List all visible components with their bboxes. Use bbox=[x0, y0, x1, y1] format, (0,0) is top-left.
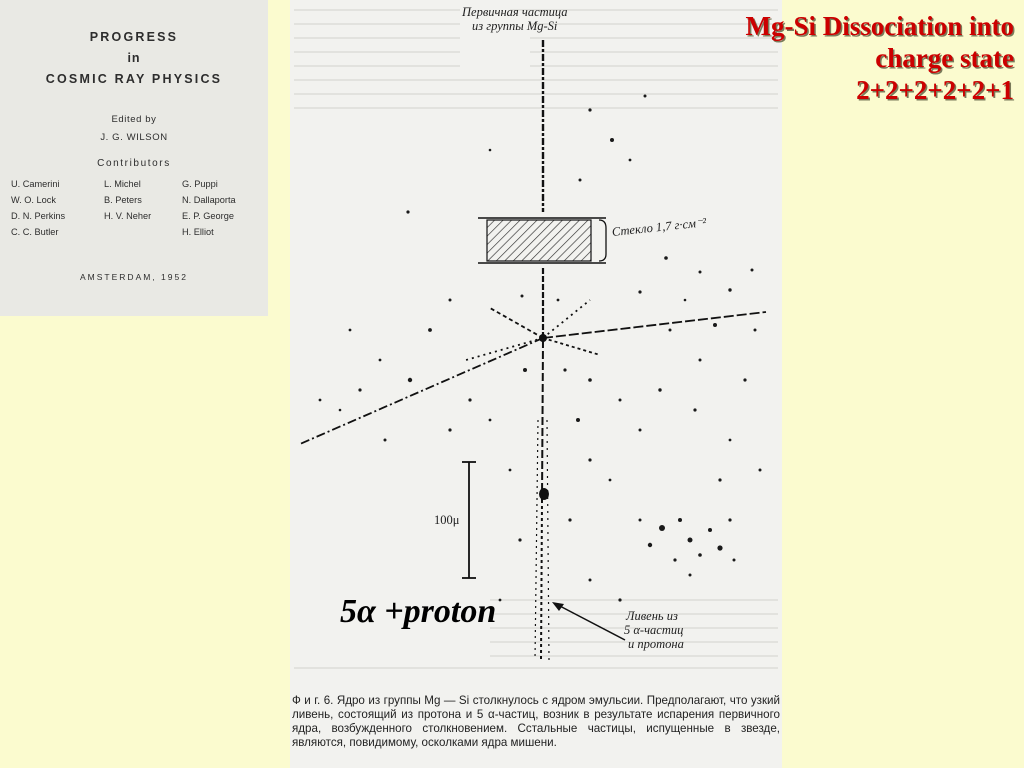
cover-publisher: AMSTERDAM, 1952 bbox=[80, 272, 188, 282]
narrow-shower bbox=[535, 340, 549, 660]
figure-caption: Ф и г. 6. Ядро из группы Mg — Si столкнулось с ядром эмульсии. Предполагают, что узкий ливень, состоящий из протона и 5 α-частиц, возник в результате испарения первичного ядра, возбужденного столкновением. Сстальные частицы, испущенные в звезде, являются, повидимому, осколками ядра мишени. bbox=[292, 694, 780, 749]
shower-label-line2: 5 α-частиц bbox=[624, 623, 684, 637]
glass-slab bbox=[487, 220, 591, 261]
contributor: E. P. George bbox=[182, 211, 234, 221]
scale-bar bbox=[462, 462, 476, 578]
contributors-column-3 bbox=[182, 176, 236, 240]
contributor: W. O. Lock bbox=[11, 195, 56, 205]
contributor: N. Dallaporta bbox=[182, 195, 236, 205]
contributor: H. V. Neher bbox=[104, 211, 152, 221]
emulsion-grains bbox=[319, 95, 762, 602]
emulsion-figure-scan bbox=[290, 0, 782, 768]
scale-bar-label: 100μ bbox=[434, 513, 460, 527]
cover-title-line1: PROGRESS bbox=[89, 30, 179, 44]
bleed-through-text bbox=[294, 10, 778, 668]
cover-editor: J. G. WILSON bbox=[100, 132, 168, 143]
contributor: C. C. Butler bbox=[11, 227, 59, 237]
glass-thickness-label: Стекло 1,7 г·см⁻² bbox=[611, 215, 707, 239]
star-tracks bbox=[300, 300, 766, 444]
shower-label-line1: Ливень из bbox=[626, 609, 678, 623]
alpha-proton-label: 5α +proton bbox=[340, 593, 497, 630]
slide-title bbox=[614, 10, 1014, 106]
slide-title-line3: 2+2+2+2+2+1 bbox=[856, 75, 1014, 105]
emulsion-tracks-drawing bbox=[290, 0, 782, 768]
contributor: D. N. Perkins bbox=[11, 211, 66, 221]
contributors-column-2 bbox=[104, 176, 151, 224]
primary-particle-label-line1: Первичная частица bbox=[462, 5, 568, 19]
cover-title-line3: COSMIC RAY PHYSICS bbox=[45, 72, 223, 86]
slide-title-line1: Mg-Si Dissociation into bbox=[745, 11, 1014, 41]
cover-title-line2: in bbox=[127, 51, 141, 65]
contributor: H. Elliot bbox=[182, 227, 214, 237]
cover-contributors-heading: Contributors bbox=[97, 158, 171, 169]
contributor: B. Peters bbox=[104, 195, 142, 205]
slide-title-line2: charge state bbox=[875, 43, 1014, 73]
book-cover-image bbox=[0, 0, 268, 316]
contributor: U. Camerini bbox=[11, 179, 60, 189]
contributor: L. Michel bbox=[104, 179, 141, 189]
shower-label-line3: и протона bbox=[628, 637, 684, 651]
primary-particle-label-line2: из группы Mg-Si bbox=[472, 19, 558, 33]
contributor: G. Puppi bbox=[182, 179, 218, 189]
cover-edited-by: Edited by bbox=[111, 114, 157, 125]
contributors-column-1 bbox=[11, 176, 65, 240]
